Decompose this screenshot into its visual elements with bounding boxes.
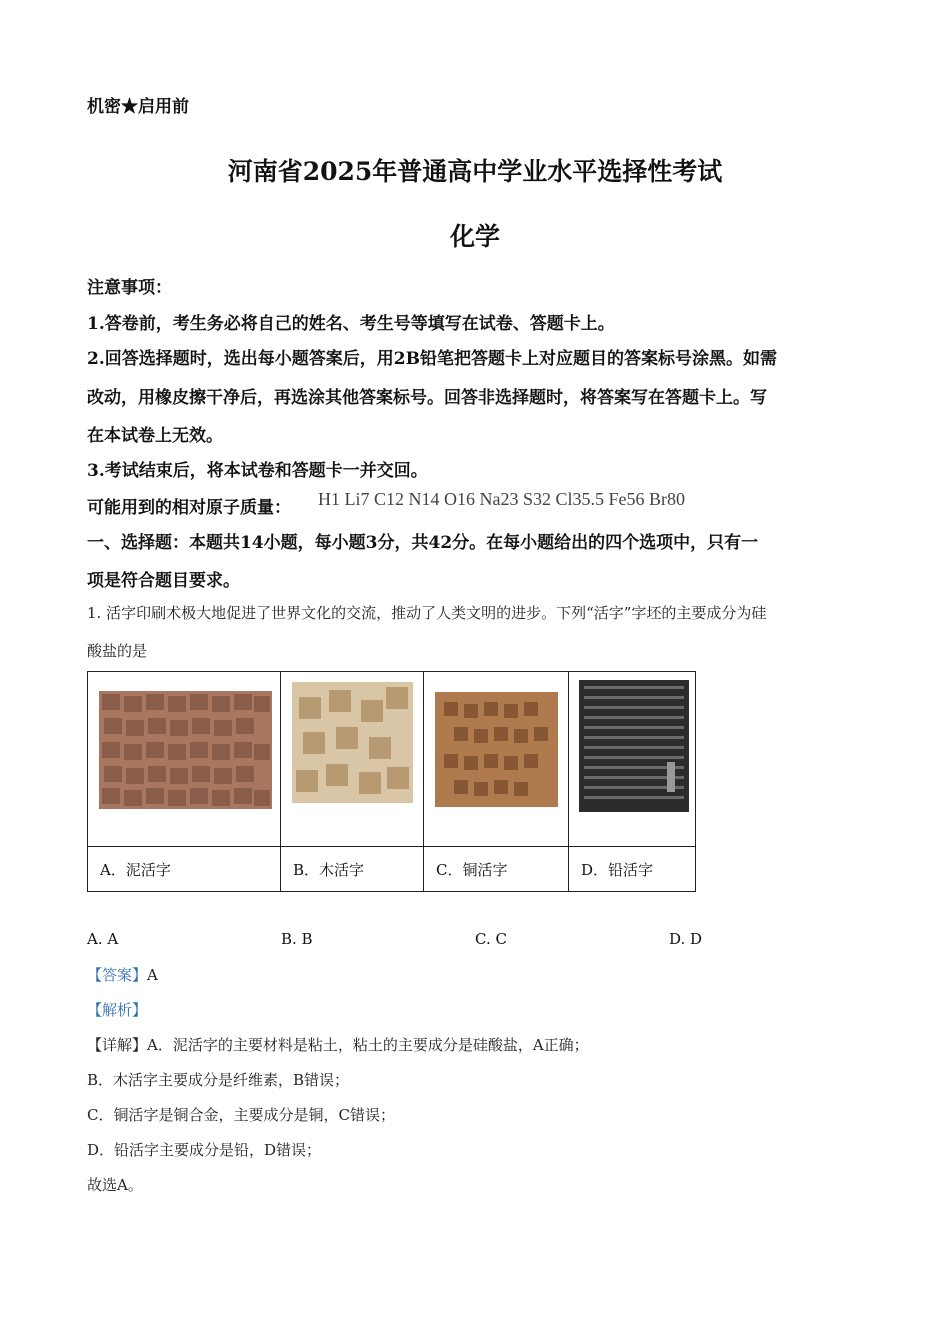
exam-title: 河南省2025年普通高中学业水平选择性考试	[227, 157, 723, 186]
detail-c: C．铜活字是铜合金，主要成分是铜，C错误；	[87, 1106, 395, 1124]
lead-type-image	[569, 672, 695, 842]
subject-title: 化学	[449, 222, 500, 251]
answer-value: A	[147, 966, 158, 984]
question-stem-line-2: 酸盐的是	[87, 642, 148, 660]
notice-item-2-line-2: 改动，用橡皮擦干净后，再选涂其他答案标号。回答非选择题时，将答案写在答题卡上。写	[87, 388, 767, 408]
options-table	[87, 671, 696, 892]
clay-type-image-cell	[88, 672, 281, 847]
detail-b: B．木活字主要成分是纤维素，B错误；	[87, 1071, 350, 1089]
confidential-label: 机密★启用前	[87, 97, 189, 117]
choice-d: D. D	[669, 930, 703, 948]
section-heading-line-1: 一、选择题：本题共14小题，每小题3分，共42分。在每小题给出的四个选项中，只有一	[87, 533, 759, 553]
analysis-tag: 【解析】	[87, 1001, 148, 1019]
notice-heading: 注意事项：	[87, 278, 172, 298]
option-label-b: B．木活字	[281, 847, 424, 892]
detail-tag: 【详解】	[87, 1036, 148, 1054]
option-label-d: D．铅活字	[569, 847, 696, 892]
notice-item-2-line-3: 在本试卷上无效。	[87, 426, 223, 446]
conclusion: 故选A。	[87, 1176, 143, 1194]
detail-a: A．泥活字的主要材料是粘土，粘土的主要成分是硅酸盐，A正确；	[147, 1036, 589, 1054]
answer-tag: 【答案】	[87, 966, 148, 984]
clay-type-image	[88, 672, 280, 842]
copper-type-image	[424, 672, 568, 842]
choice-c: C. C	[475, 930, 507, 948]
wood-type-image	[281, 672, 423, 842]
section-heading-line-2: 项是符合题目要求。	[87, 571, 240, 591]
lead-type-image-cell	[569, 672, 696, 847]
notice-item-1: 1.答卷前，考生务必将自己的姓名、考生号等填写在试卷、答题卡上。	[87, 314, 615, 334]
atomic-mass-values: H1 Li7 C12 N14 O16 Na23 S32 Cl35.5 Fe56 Br80	[318, 489, 686, 509]
detail-d: D．铅活字主要成分是铅，D错误；	[87, 1141, 322, 1159]
option-label-a: A．泥活字	[88, 847, 281, 892]
detail-line-a	[87, 1034, 589, 1055]
answer-line	[87, 964, 158, 985]
choice-b: B. B	[281, 930, 313, 948]
copper-type-image-cell	[424, 672, 569, 847]
choice-a: A. A	[87, 930, 119, 948]
notice-item-2-line-1: 2.回答选择题时，选出每小题答案后，用2B铅笔把答题卡上对应题目的答案标号涂黑。如需	[87, 349, 777, 369]
atomic-mass-label: 可能用到的相对原子质量：	[87, 498, 291, 518]
notice-item-3: 3.考试结束后，将本试卷和答题卡一并交回。	[87, 461, 428, 481]
wood-type-image-cell	[281, 672, 424, 847]
option-label-c: C．铜活字	[424, 847, 569, 892]
question-stem-line-1: 1. 活字印刷术极大地促进了世界文化的交流，推动了人类文明的进步。下列“活字”字坯的主要成分为硅	[87, 604, 767, 622]
